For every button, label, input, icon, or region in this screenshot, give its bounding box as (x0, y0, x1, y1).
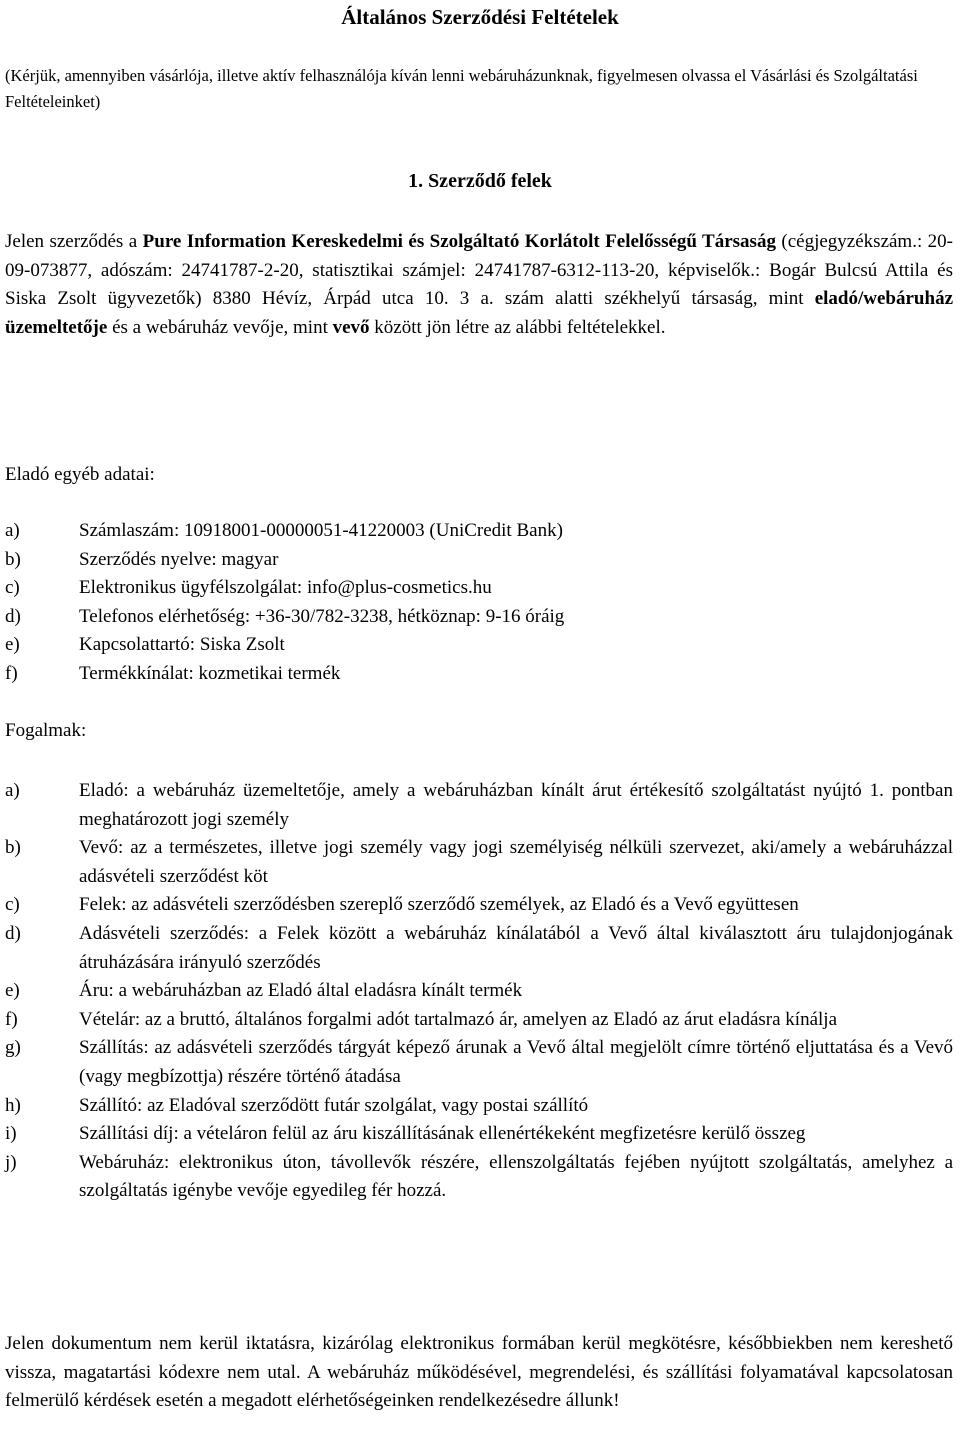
list-item-text: Elektronikus ügyfélszolgálat: info@plus-cosmetics.hu (79, 577, 492, 599)
definitions-heading: Fogalmak: (5, 720, 87, 741)
list-item-text: Telefonos elérhetőség: +36-30/782-3238, hétköznap: 9-16 óráig (79, 605, 565, 627)
list-item-text: Adásvételi szerződés: a Felek között a webáruház kínálatából a Vevő által kiválasztott áru tulajdonjogának átruházására irányuló szerződés (79, 922, 953, 973)
list-item-text: Felek: az adásvételi szerződésben szereplő szerződő személyek, az Eladó és a Vevő együttesen (79, 894, 799, 916)
intro-note: (Kérjük, amennyiben vásárlója, illetve aktív felhasználója kíván lenni webáruházunknak, figyelmesen olvassa el Vásárlási és Szolgáltatási Feltételeinket) (5, 66, 918, 111)
definitions-list (5, 777, 953, 1206)
list-item-label: j) (5, 1151, 17, 1173)
seller-role: eladó/webáruház üzemeltetője (5, 288, 953, 338)
list-item-text: Vételár: az a bruttó, általános forgalmi adót tartalmazó ár, amelyen az Eladó az árut eladásra kínálja (79, 1008, 837, 1030)
document-title: Általános Szerződési Feltételek (341, 5, 619, 29)
intro-text-3: és a webáruház vevője, mint (107, 316, 333, 338)
seller-data-heading: Eladó egyéb adatai: (5, 464, 155, 485)
intro-text-2: (cégjegyzékszám.: 20-09-073877, adószám: 24741787-2-20, statisztikai számjel: 24741787-6312-113-20, képviselők.: Bogár Bulcsú Attila és Siska Zsolt ügyvezetők) 8380 Hévíz, Árpád utca 10. 3 a. szám alatti székhelyű társaság, mint (5, 231, 954, 309)
list-item-label: e) (5, 634, 20, 656)
list-item-label: d) (5, 922, 21, 944)
list-item (5, 977, 953, 1006)
buyer-role: vevő (332, 316, 370, 338)
list-item (5, 546, 953, 575)
list-item (5, 1120, 953, 1149)
list-item-text: Szállítási díj: a vételáron felül az áru kiszállításának ellenértékeként megfizetésre kerülő összeg (79, 1123, 806, 1145)
list-item (5, 834, 953, 891)
list-item (5, 777, 953, 834)
list-item (5, 631, 953, 660)
list-item-text: Áru: a webáruházban az Eladó által eladásra kínált termék (79, 980, 523, 1002)
list-item (5, 1034, 953, 1091)
list-item-label: a) (5, 520, 20, 541)
list-item (5, 1092, 953, 1121)
list-item-label: e) (5, 980, 20, 1002)
list-item (5, 517, 953, 546)
list-item-label: f) (5, 662, 18, 684)
intro-text-4: között jön létre az alábbi feltételekkel. (369, 316, 666, 338)
list-item (5, 1006, 953, 1035)
list-item (5, 603, 953, 632)
list-item (5, 920, 953, 977)
list-item-text: Szállítás: az adásvételi szerződés tárgyát képező árunak a Vevő által megjelölt címre történő eljuttatása és a Vevő (vagy megbízottja) részére történő átadása (79, 1037, 953, 1087)
list-item-text: Webáruház: elektronikus úton, távollevők részére, ellenszolgáltatás fejében nyújtott szolgáltatás, amelyhez a szolgáltatás igénybe vevője egyedileg fér hozzá. (79, 1151, 953, 1202)
list-item-label: d) (5, 605, 21, 627)
list-item-text: Termékkínálat: kozmetikai termék (79, 662, 341, 684)
list-item (5, 1149, 953, 1206)
list-item (5, 891, 953, 920)
list-item-text: Szállító: az Eladóval szerződött futár szolgálat, vagy postai szállító (79, 1094, 589, 1116)
section-heading-parties: 1. Szerződő felek (408, 170, 552, 192)
closing-paragraph: Jelen dokumentum nem kerül iktatásra, kizárólag elektronikus formában kerül megkötésre, későbbiekben nem kereshető vissza, magatartási kódexre nem utal. A webáruház működésével, megrendelési, és szállítási folyamatával kapcsolatosan felmerülő kérdések esetén a megadott elérhetőségeinken rendelkezésedre állunk! (5, 1333, 953, 1411)
list-item-label: b) (5, 548, 21, 570)
list-item-text: Kapcsolattartó: Siska Zsolt (79, 634, 285, 656)
list-item (5, 660, 953, 689)
list-item-text: Szerződés nyelve: magyar (79, 548, 279, 570)
seller-data-list (5, 517, 953, 689)
company-name: Pure Information Kereskedelmi és Szolgáltató Korlátolt Felelősségű Társaság (142, 231, 776, 252)
list-item (5, 574, 953, 603)
list-item-label: c) (5, 577, 20, 599)
list-item-text: Vevő: az a természetes, illetve jogi személy vagy jogi személyiség nélküli szervezet, aki/amely a webáruházzal adásvételi szerződést köt (79, 837, 953, 887)
list-item-label: i) (5, 1123, 17, 1145)
list-item-label: b) (5, 837, 21, 859)
list-item-label: a) (5, 780, 20, 801)
list-item-text: Eladó: a webáruház üzemeltetője, amely a webáruházban kínált árut értékesítő szolgáltatást nyújtó 1. pontban meghatározott jogi személy (79, 780, 953, 830)
list-item-label: g) (5, 1037, 21, 1059)
list-item-label: c) (5, 894, 20, 916)
intro-text-1: Jelen szerződés a (5, 231, 143, 252)
list-item-label: f) (5, 1008, 18, 1030)
list-item-text: Számlaszám: 10918001-00000051-41220003 (UniCredit Bank) (79, 520, 563, 541)
parties-paragraph (5, 228, 953, 342)
list-item-label: h) (5, 1094, 21, 1116)
